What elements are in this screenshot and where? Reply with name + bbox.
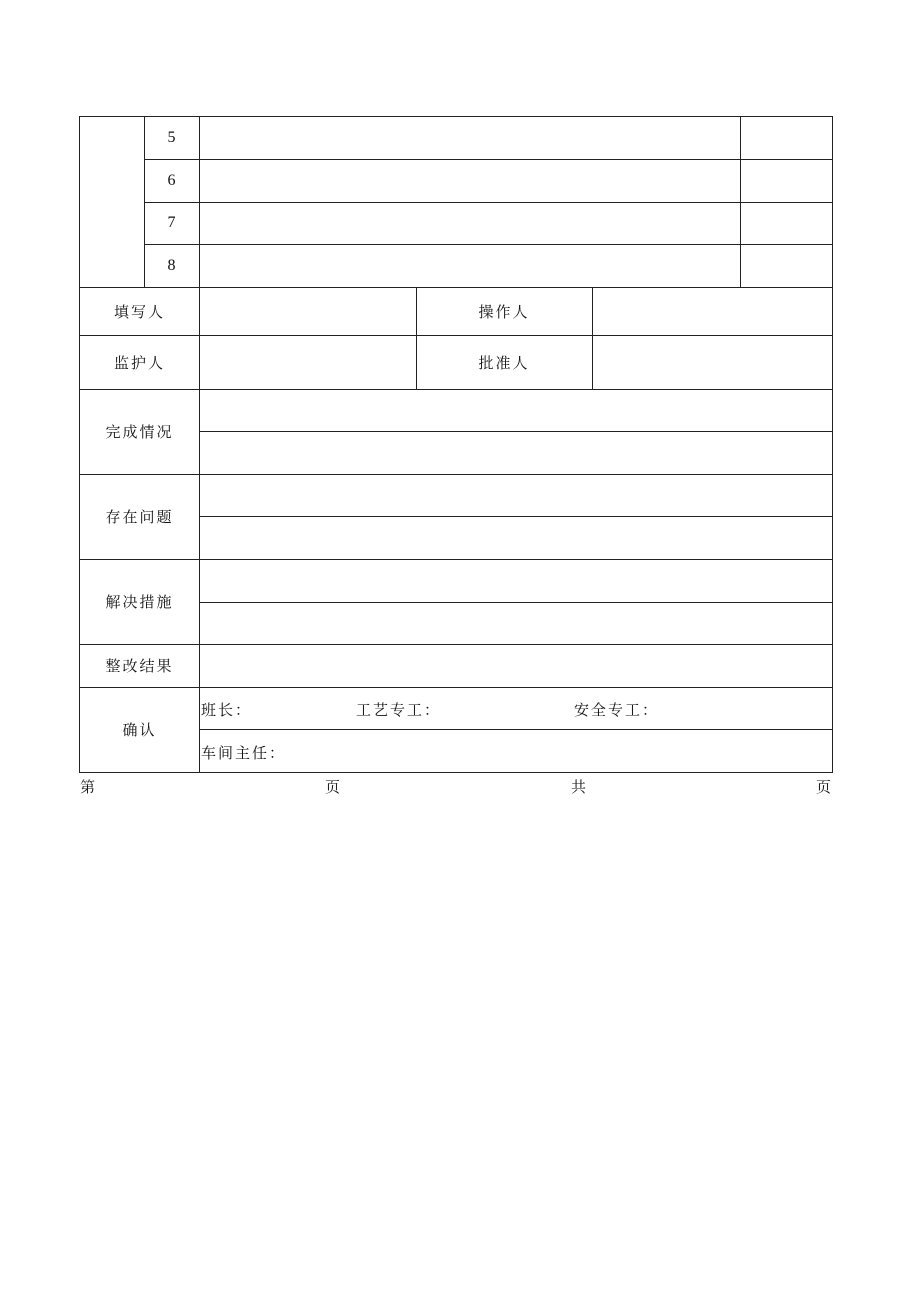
row-divider	[199, 516, 833, 517]
col-divider	[592, 287, 593, 389]
item-number: 6	[167, 171, 176, 189]
row-divider	[199, 729, 833, 730]
completion-label: 完成情况	[105, 423, 174, 441]
page-suffix: 页	[325, 778, 341, 796]
operator-label: 操作人	[478, 302, 530, 321]
row-divider	[144, 244, 833, 245]
item-number: 8	[167, 256, 176, 274]
page-prefix: 第	[80, 778, 96, 796]
team-leader-label: 班长：	[201, 701, 253, 719]
total-prefix: 共	[571, 778, 587, 796]
safety-engineer-label: 安全专工：	[574, 701, 660, 719]
row-divider	[144, 159, 833, 160]
row-divider	[144, 202, 833, 203]
col-divider	[199, 117, 200, 772]
filler-label: 填写人	[113, 302, 165, 321]
total-suffix: 页	[816, 778, 832, 796]
workshop-director-label: 车间主任：	[201, 744, 287, 762]
row-divider	[199, 602, 833, 603]
col-divider	[740, 117, 741, 287]
solutions-label: 解决措施	[105, 593, 174, 611]
supervisor-label: 监护人	[113, 353, 165, 372]
confirm-label: 确认	[122, 721, 157, 739]
problems-label: 存在问题	[105, 508, 174, 526]
row-divider	[199, 431, 833, 432]
work-record-form	[79, 116, 833, 773]
process-engineer-label: 工艺专工：	[356, 701, 442, 719]
approver-label: 批准人	[478, 353, 530, 372]
item-number: 5	[167, 129, 176, 146]
item-number: 7	[167, 214, 176, 231]
rectification-label: 整改结果	[105, 657, 174, 675]
